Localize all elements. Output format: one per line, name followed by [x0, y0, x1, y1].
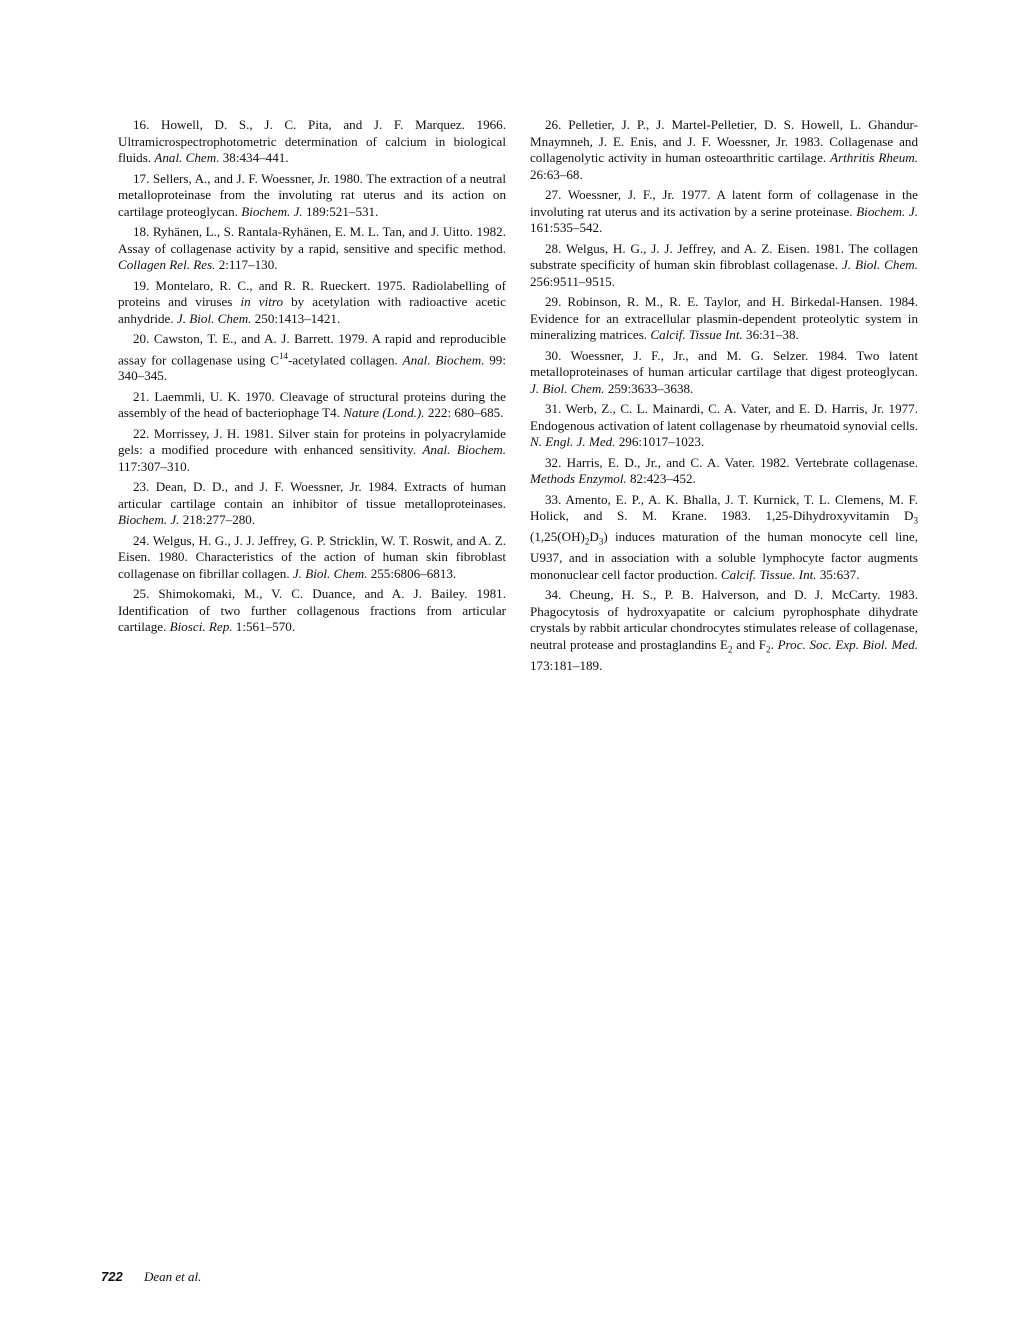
reference-33 [530, 492, 918, 584]
reference-31 [530, 401, 918, 451]
journal-title: J. Biol. Chem. [841, 257, 918, 272]
reference-19 [118, 278, 506, 328]
reference-text: 30. Woessner, J. F., Jr., and M. G. Selzer. 1984. Two latent metalloproteinases of human articular cartilage that digest proteoglycan. [530, 347, 918, 379]
reference-text: 16. Howell, D. S., J. C. Pita, and J. F. Marquez. 1966. Ultramicrospectrophotometric determination of calcium in biological fluids. [118, 117, 506, 165]
reference-text: 2:117–130. [215, 257, 278, 272]
reference-text: 222: 680–685. [424, 405, 504, 421]
reference-text: 25. Shimokomaki, M., V. C. Duance, and A. J. Bailey. 1981. Identification of two further collagenous fractions from articular cartilage. [118, 586, 506, 635]
reference-text: 20. Cawston, T. E., and A. J. Barrett. 1979. A rapid and reproducible assay for collagenase using C [118, 331, 506, 367]
reference-text: 22. Morrissey, J. H. 1981. Silver stain for proteins in polyacrylamide gels: a modified procedure with enhanced sensitivity. [118, 425, 506, 458]
journal-title: Methods Enzymol. [530, 471, 627, 486]
reference-text: 14 [278, 350, 288, 361]
reference-text: 27. Woessner, J. F., Jr. 1977. A latent form of collagenase in the involuting rat uterus and its activation by a serine proteinase. [530, 187, 918, 219]
reference-text: D [589, 529, 599, 545]
reference-18 [118, 224, 506, 274]
journal-title: Anal. Chem. [154, 150, 220, 165]
reference-29 [530, 294, 918, 344]
reference-24 [118, 533, 506, 583]
journal-title: J. Biol. Chem. [292, 565, 368, 581]
reference-text: 161:535–542. [530, 220, 603, 235]
running-head: Dean et al. [143, 1269, 202, 1284]
reference-text: 259:3633–3638. [604, 380, 694, 396]
journal-title: Calcif. Tissue Int. [650, 327, 743, 342]
reference-text: 296:1017–1023. [615, 434, 705, 449]
reference-32 [530, 455, 918, 488]
page-footer [101, 1269, 201, 1285]
journal-title: Calcif. Tissue. Int. [720, 566, 817, 582]
journal-title: N. Engl. J. Med. [530, 434, 616, 449]
reference-text: 2 [584, 536, 590, 547]
journal-title: J. Biol. Chem. [176, 310, 252, 326]
journal-title: Arthritis Rheum. [830, 150, 918, 165]
references-column-right [530, 117, 918, 678]
reference-text: 21. Laemmli, U. K. 1970. Cleavage of structural proteins during the assembly of the head of bacteriophage T4. [118, 388, 506, 421]
journal-title: Biosci. Rep. [169, 619, 233, 635]
journal-title: Anal. Biochem. [422, 442, 506, 458]
journal-title: Proc. Soc. Exp. Biol. Med. [777, 636, 919, 652]
reference-text: (1,25(OH) [530, 529, 585, 545]
journal-title: Collagen Rel. Res. [118, 257, 216, 272]
reference-text: 17. Sellers, A., and J. F. Woessner, Jr. 1980. The extraction of a neutral metalloproteinase from the involuting rat uterus and its action on cartilage proteoglycan. [118, 170, 506, 219]
reference-text: 82:423–452. [626, 471, 696, 486]
reference-text: 38:434–441. [219, 150, 289, 165]
journal-title: Biochem. J. [856, 203, 918, 219]
reference-text: 250:1413–1421. [251, 310, 341, 326]
reference-16 [118, 117, 506, 167]
references-column-left [118, 117, 506, 640]
reference-text: by acetylation with radioactive acetic anhydride. [118, 294, 506, 326]
reference-text: 29. Robinson, R. M., R. E. Taylor, and H. Birkedal-Hansen. 1984. Evidence for an extracellular plasmin-dependent proteolytic system in mineralizing matrices. [530, 294, 918, 342]
reference-text: 1:561–570. [232, 619, 296, 635]
reference-text: 35:637. [816, 566, 860, 582]
reference-text: 3 [598, 536, 604, 547]
reference-text: 32. Harris, E. D., Jr., and C. A. Vater. 1982. Vertebrate collagenase. [545, 454, 918, 470]
reference-text: -acetylated collagen. [287, 351, 403, 367]
reference-text: 255:6806–6813. [367, 565, 457, 581]
reference-text: 28. Welgus, H. G., J. J. Jeffrey, and A. Z. Eisen. 1981. The collagen substrate specificity of human skin fibroblast collagenase. [530, 240, 918, 272]
reference-text: 19. Montelaro, R. C., and R. R. Rueckert. 1975. Radiolabelling of proteins and viruses [118, 277, 506, 309]
reference-text: 34. Cheung, H. S., P. B. Halverson, and D. J. McCarty. 1983. Phagocytosis of hydroxyapatite or calcium pyrophosphate dihydrate crystals by rabbit articular chondrocytes stimulates release of collagenase, neutral protease and prostaglandins E [530, 587, 918, 652]
reference-text: ) induces maturation of the human monocyte cell line, U937, and in association with a soluble lymphocyte factor augments mononuclear cell factor production. [530, 529, 918, 582]
reference-text: 173:181–189. [530, 657, 603, 673]
reference-text: 26:63–68. [530, 166, 583, 182]
reference-text: 24. Welgus, H. G., J. J. Jeffrey, G. P. Stricklin, W. T. Roswit, and A. Z. Eisen. 1980. Characteristics of the action of human skin fibroblast collagenase on fibrillar collagen. [118, 532, 506, 581]
reference-23 [118, 479, 506, 529]
reference-34 [530, 587, 918, 674]
reference-text: 117:307–310. [118, 458, 190, 474]
reference-text: 189:521–531. [302, 203, 379, 219]
reference-text: . [770, 636, 778, 652]
reference-text: 31. Werb, Z., C. L. Mainardi, C. A. Vater, and E. D. Harris, Jr. 1977. Endogenous activation of latent collagenase by rheumatoid synovial cells. [530, 401, 918, 433]
reference-text: 99: 340–345. [118, 351, 506, 384]
journal-title: Nature (Lond.). [343, 405, 425, 421]
reference-30 [530, 348, 918, 398]
reference-26 [530, 117, 918, 183]
reference-text: 18. Ryhänen, L., S. Rantala-Ryhänen, E. M. L. Tan, and J. Uitto. 1982. Assay of collagenase activity by a rapid, sensitive and specific method. [118, 224, 506, 256]
reference-25 [118, 586, 506, 636]
reference-27 [530, 187, 918, 237]
reference-17 [118, 171, 506, 221]
reference-20 [118, 331, 506, 385]
reference-text: 2 [728, 644, 733, 655]
journal-title: Anal. Biochem. [402, 351, 485, 367]
page-number: 722 [101, 1269, 123, 1284]
reference-21 [118, 389, 506, 422]
reference-text: 2 [766, 644, 771, 655]
journal-title: Biochem. J. [241, 203, 303, 219]
reference-text: 3 [913, 515, 918, 526]
reference-text: and F [732, 636, 767, 652]
reference-22 [118, 426, 506, 476]
journal-title: J. Biol. Chem. [530, 380, 605, 396]
journal-title: in vitro [240, 294, 284, 309]
reference-text: 33. Amento, E. P., A. K. Bhalla, J. T. Kurnick, T. L. Clemens, M. F. Holick, and S. M. Krane. 1983. 1,25-Dihydroxyvitamin D [530, 491, 918, 523]
journal-title: Biochem. J. [118, 512, 180, 528]
reference-text: 256:9511–9515. [530, 273, 615, 289]
reference-text: 36:31–38. [742, 327, 799, 342]
reference-text: 218:277–280. [179, 512, 256, 528]
reference-text: 26. Pelletier, J. P., J. Martel-Pelletier, D. S. Howell, L. Ghandur-Mnaymneh, J. E. Enis, and J. F. Woessner, Jr. 1983. Collagenase and collagenolytic activity in human osteoarthritic cartilage. [530, 117, 918, 165]
reference-text: 23. Dean, D. D., and J. F. Woessner, Jr. 1984. Extracts of human articular cartilage contain an inhibitor of tissue metalloproteinases. [118, 479, 506, 511]
reference-28 [530, 241, 918, 291]
